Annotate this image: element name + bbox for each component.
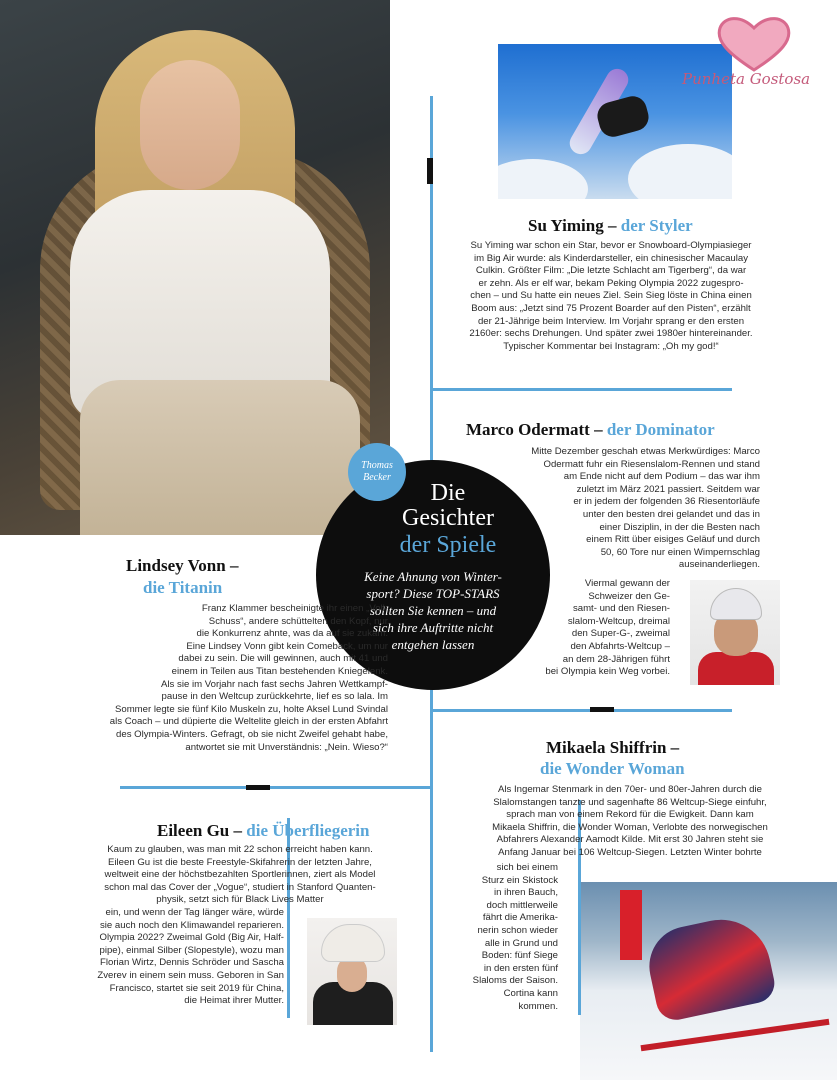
divider-tick bbox=[590, 707, 614, 712]
headline-line-1: Die bbox=[430, 480, 466, 506]
headline-line-3: der Spiele bbox=[399, 532, 497, 558]
deck-text: Keine Ahnung von Winter- sport? Diese TOP-STARS sollten Sie kennen – und sich ihre Auftritte nicht entgehen lassen bbox=[364, 569, 502, 652]
gu-title: Eileen Gu – die Überfliegerin bbox=[157, 821, 370, 840]
vonn-epithet: die Titanin bbox=[143, 578, 223, 597]
shiffrin-text-top: Als Ingemar Stenmark in den 70er- und 80er-Jahren durch die Slalomstangen tanzte und sagenhafte 86 Weltcup-Siege einfuhr, sprach man von einem Rekord für die Ewigkeit. Dann kam Mikaela Shiffrin, die Wonder Woman, Verlobte des norwegischen Abfahrers Alexander Aamodt Kilde. Mit erst 30 Jahren steht sie Anfang Januar bei 106 Weltcup-Siegen. Letzten Winter bohrte bbox=[492, 784, 768, 858]
divider-rule bbox=[430, 709, 732, 712]
shiffrin-epithet: die Wonder Woman bbox=[540, 759, 685, 778]
watermark-text: Punheta Gostosa bbox=[682, 70, 811, 88]
mikaela-shiffrin-photo bbox=[580, 882, 837, 1080]
divider-rule bbox=[430, 96, 433, 388]
headline-line-2: Gesichter bbox=[402, 505, 494, 531]
heart-logo-icon bbox=[716, 14, 792, 72]
divider-tick bbox=[246, 785, 270, 790]
odermatt-text-bottom: Viermal gewann der Schweizer den Ge- samt- und den Riesen- slalom-Weltcup, dreimal den Super-G-, zweimal den Abfahrts-Weltcup – an dem 28-Jährigen führt bei Olympia kein Weg vorbei. bbox=[545, 578, 670, 678]
gu-text-bottom: ein, und wenn der Tag länger wäre, würde sie auch noch den Klimawandel reparieren. Olympia 2022? Zweimal Gold (Big Air, Half- pipe), einmal Silber (Slopestyle), wozu man Florian Wirtz, Dennis Schröder und Sascha Zverev in einem sein muss. Geboren in San Francisco, startet sie seit 2019 für China, die Heimat ihrer Mutter. bbox=[97, 907, 284, 1007]
marco-odermatt-photo bbox=[690, 580, 780, 685]
shiffrin-title: Mikaela Shiffrin – bbox=[546, 738, 680, 757]
author-first-name: Thomas bbox=[361, 460, 393, 471]
author-last-name: Becker bbox=[363, 472, 391, 483]
divider-rule bbox=[120, 786, 433, 789]
odermatt-title: Marco Odermatt – der Dominator bbox=[466, 420, 715, 439]
vonn-text: Franz Klammer bescheinigte ihr einen „Voll- Schuss“, andere schüttelten den Kopf, nur die Konkurrenz ahnte, was da auf sie zukam. Eine Lindsey Vonn gibt kein Comeback, um nur dabei zu sein. Die will gewinnen, auch mit 41 und einem in Teilen aus Titan bestehenden Kniegelenk. Als sie im Vorjahr nach fast sechs Jahren Wettkampf- pause in den Weltcup zurückkehrte, lief es so lala. Im Sommer legte sie fünf Kilo Muskeln zu, holte Aksel Lund Svindal als Coach – und düpierte die Weltelite gleich in der ersten Abfahrt des Olympia-Winters. Gefragt, ob sie nicht Zweifel gehabt habe, antwortet sie mit Unverständnis: „Nein. Wieso?“ bbox=[109, 603, 388, 753]
su-yiming-text: Su Yiming war schon ein Star, bevor er Snowboard-Olympiasieger im Big Air wurde: als Kinderdarsteller, ein chinesischer Macaulay Culkin. Größter Film: „Die letzte Schlacht am Tigerberg“, da war er zehn. Als er elf war, bekam Peking Olympia 2022 zugespro- chen – und Su hatte ein neues Ziel. Sein Sieg löste in China einen Boom aus: „Jetzt sind 75 Prozent Boarder auf den Pisten“, erzählt der 21-Jährige beim Interview. Im Vorjahr sprang er den ersten 2160er: sechs Drehungen. Und später zwei 1980er hintereinander. Typischer Kommentar bei Instagram: „Oh my god!“ bbox=[469, 240, 753, 352]
gu-text-top: Kaum zu glauben, was man mit 22 schon erreicht haben kann. Eileen Gu ist die beste Freestyle-Skifahrerin der letzten Jahre, weltweit eine der höchstbezahlten Sportlerinnen, ziert als Model schon mal das Cover der „Vogue“, studiert in Stanford Quanten- physik, setzt sich für Black Lives Matter bbox=[104, 844, 376, 906]
vonn-title: Lindsey Vonn – bbox=[126, 556, 239, 575]
divider-rule bbox=[430, 388, 732, 391]
lindsey-vonn-photo bbox=[0, 0, 390, 535]
divider-rule bbox=[430, 712, 433, 1052]
eileen-gu-photo bbox=[307, 918, 397, 1025]
odermatt-text-top: Mitte Dezember geschah etwas Merkwürdiges: Marco Odermatt fuhr ein Riesenslalom-Rennen und stand am Ende nicht auf dem Podium – das war ihm zuletzt im März 2021 passiert. Seitdem war er in jedem der folgenden 36 Riesentorläufe unter den besten drei gelandet und das in einer Disziplin, in der die Besten nach einem Ritt über eisiges Geläuf und durch 50, 60 Tore nur einen Wimpernschlag auseinanderliegen. bbox=[531, 446, 760, 571]
divider-tick bbox=[427, 158, 433, 184]
su-yiming-photo bbox=[498, 44, 732, 199]
su-yiming-title: Su Yiming – der Styler bbox=[528, 216, 693, 235]
shiffrin-text-bottom: sich bei einem Sturz ein Skistock in ihren Bauch, doch mittlerweile fährt die Amerika- nerin schon wieder alle in Grund und Boden: fünf Siege in den ersten fünf Slaloms der Saison. Cortina kann kommen. bbox=[472, 862, 558, 1012]
